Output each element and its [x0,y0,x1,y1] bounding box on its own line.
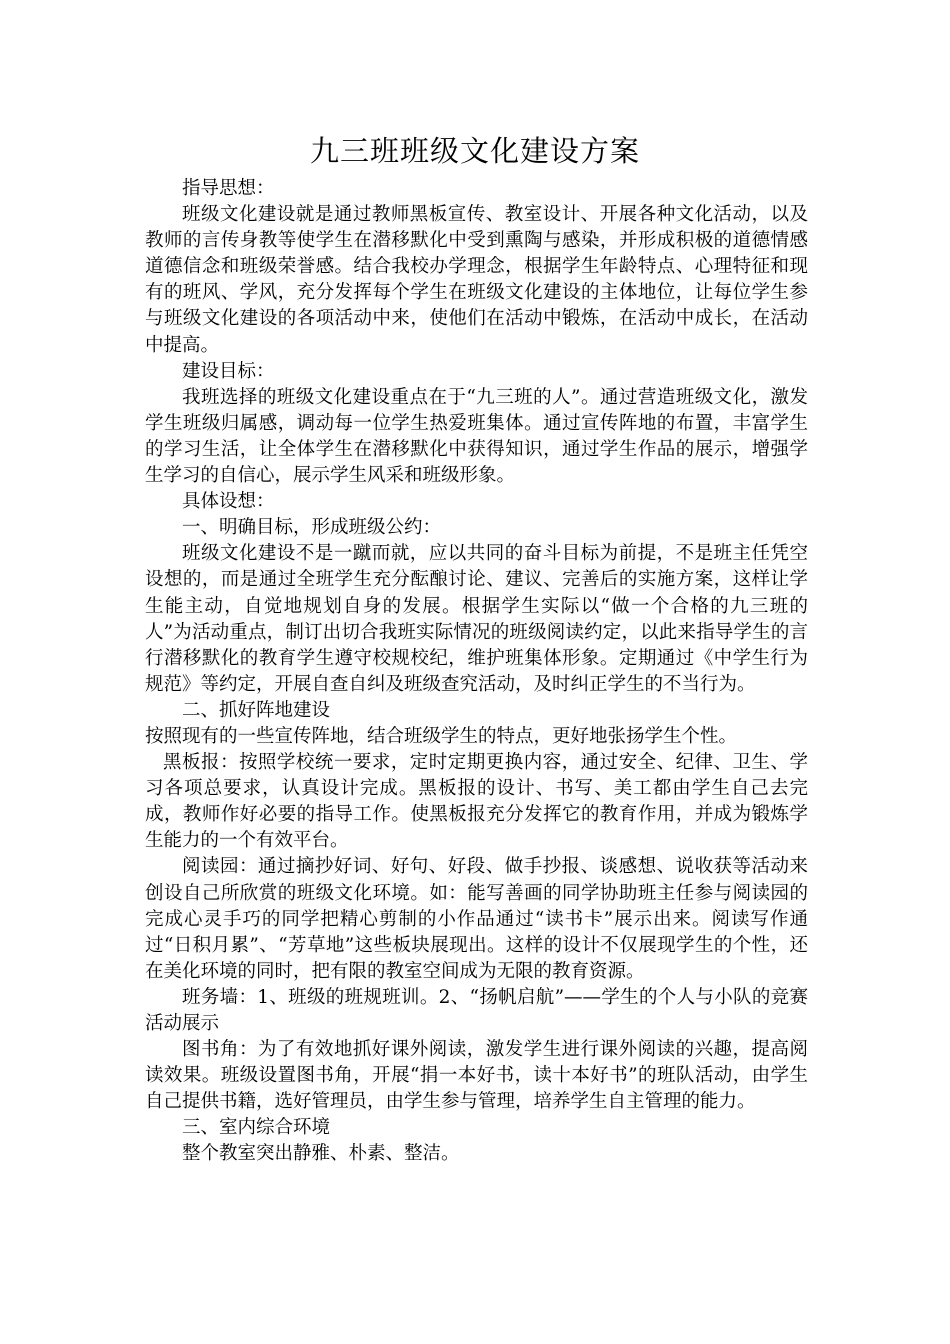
heading-guiding-ideology: 指导思想： [182,178,275,199]
paragraph-indoor-environment: 整个教室突出静雅、朴素、整洁。 [182,1143,460,1165]
paragraph-blackboard: 黑板报：按照学校统一要求，定时定期更换内容，通过安全、纪律、卫生、学习各项总要求，认真设计完成。黑板报的设计、书写、美工都由学生自己去完成，教师作好必要的指导工作。使黑板报充分发挥它的教育作用，并成为锻炼学生能力的一个有效平台。 [145,752,808,852]
section-heading-1: 一、明确目标，形成班级公约： [182,517,442,539]
paragraph-class-wall: 班务墙：1、班级的班规班训。2、“扬帆启航”——学生的个人与小队的竞赛活动展示 [145,986,808,1034]
paragraph-positions-intro: 按照现有的一些宣传阵地，结合班级学生的特点，更好地张扬学生个性。 [145,725,738,747]
paragraph-guiding-ideology: 班级文化建设就是通过教师黑板宣传、教室设计、开展各种文化活动，以及教师的言传身教等使学生在潜移默化中受到熏陶与感染，并形成积极的道德情感道德信念和班级荣誉感。结合我校办学理念，根据学生年龄特点、心理特征和现有的班风、学风，充分发挥每个学生在班级文化建设的主体地位，让每位学生参与班级文化建设的各项活动中来，使他们在活动中锻炼，在活动中成长，在活动中提高。 [145,204,808,356]
document-body [145,176,808,1168]
section-heading-3: 三、室内综合环境 [182,1117,331,1139]
heading-construction-goal: 建设目标： [182,360,275,382]
heading-specific-plan: 具体设想： [182,491,275,513]
paragraph-book-corner: 图书角：为了有效地抓好课外阅读，激发学生进行课外阅读的兴趣，提高阅读效果。班级设置图书角，开展“捐一本好书，读十本好书”的班队活动，由学生自己提供书籍，选好管理员，由学生参与管理，培养学生自主管理的能力。 [145,1039,808,1113]
paragraph-construction-goal: 我班选择的班级文化建设重点在于“九三班的人”。通过营造班级文化，激发学生班级归属感，调动每一位学生热爱班集体。通过宣传阵地的布置，丰富学生的学习生活，让全体学生在潜移默化中获得知识，通过学生作品的展示，增强学生学习的自信心，展示学生风采和班级形象。 [145,386,808,487]
section-heading-2: 二、抓好阵地建设 [182,699,331,721]
paragraph-reading-garden: 阅读园：通过摘抄好词、好句、好段、做手抄报、谈感想、说收获等活动来创设自己所欣赏的班级文化环境。如：能写善画的同学协助班主任参与阅读园的完成心灵手巧的同学把精心剪制的小作品通过“读书卡”展示出来。阅读写作通过“日积月累”、“芳草地”这些板块展现出。这样的设计不仅展现学生的个性，还在美化环境的同时，把有限的教室空间成为无限的教育资源。 [145,856,808,982]
document-title: 九三班班级文化建设方案 [309,134,640,168]
paragraph-class-convention: 班级文化建设不是一蹴而就，应以共同的奋斗目标为前提，不是班主任凭空设想的，而是通过全班学生充分酝酿讨论、建议、完善后的实施方案，这样让学生能主动，自觉地规划自身的发展。根据学生实际以“做一个合格的九三班的人”为活动重点，制订出切合我班实际情况的班级阅读约定，以此来指导学生的言行潜移默化的教育学生遵守校规校纪，维护班集体形象。定期通过《中学生行为规范》等约定，开展自查自纠及班级查究活动，及时纠正学生的不当行为。 [145,543,808,695]
